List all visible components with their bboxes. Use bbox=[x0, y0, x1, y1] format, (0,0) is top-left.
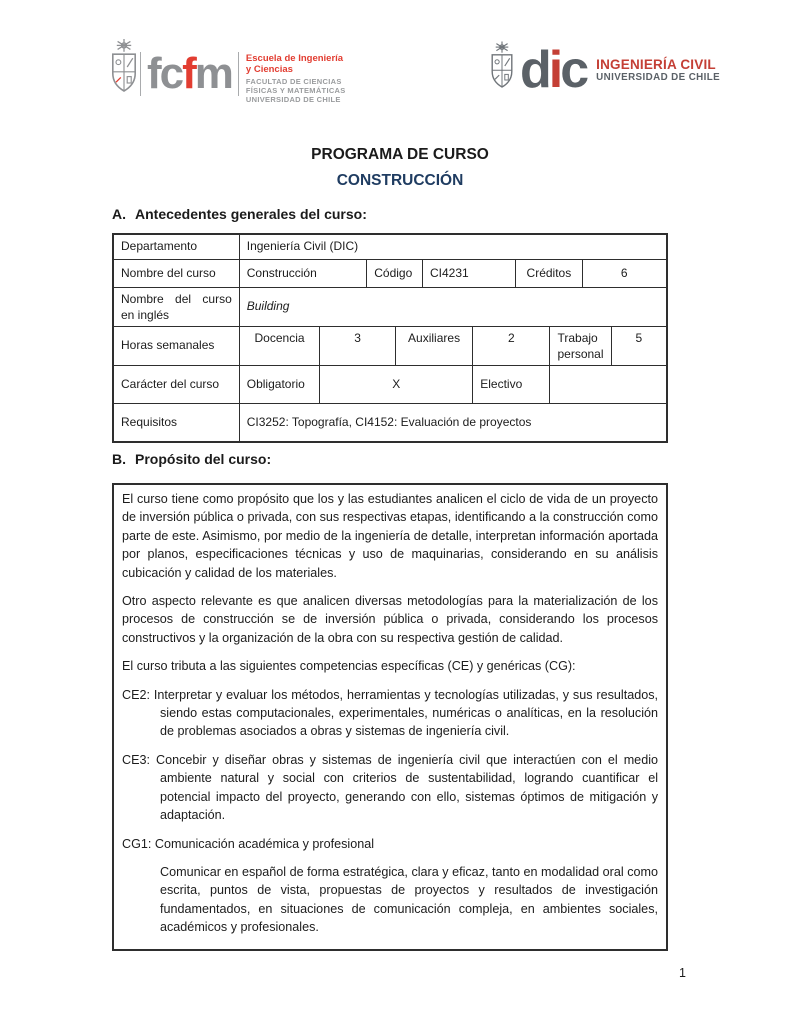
course-table-cell bbox=[239, 235, 666, 259]
course-table-cell bbox=[549, 365, 665, 403]
course-table-cell bbox=[239, 403, 666, 441]
course-table-cell-text: Docencia bbox=[254, 331, 305, 345]
course-table-cell-text: 2 bbox=[507, 331, 515, 345]
purpose-paragraph: Otro aspecto relevante es que analicen diversas metodologías para la materialización de los procesos de construcción se de inversión pública o privada, considerando los procesos constructivos y la organización de la obra con su respectiva gestión de calidad. bbox=[122, 594, 658, 645]
purpose-paragraph: El curso tiene como propósito que los y las estudiantes analicen el ciclo de vida de un proyecto de inversión pública o privada, con sus respectivas etapas, identificando a la construcción como parte de este. Asimismo, por medio de la ingeniería de detalle, interpretan información aportada por planos, especificaciones técnicas y uso de maquinarias, considerando en su análisis cubicación y calidad de los materiales. bbox=[122, 492, 658, 580]
course-table-cell bbox=[366, 259, 422, 287]
course-table-row bbox=[114, 235, 666, 259]
logo-divider bbox=[140, 52, 141, 96]
university-crest-icon bbox=[108, 38, 140, 96]
course-table-cell bbox=[239, 326, 320, 365]
fcfm-faculty-line: FÍSICAS Y MATEMÁTICAS bbox=[245, 86, 346, 95]
course-table-cell-text: Nombre del curso bbox=[121, 265, 216, 280]
course-table-row bbox=[114, 287, 666, 326]
course-table-cell bbox=[319, 326, 395, 365]
course-table-row bbox=[114, 326, 666, 365]
course-purpose-box bbox=[112, 483, 668, 951]
course-table-cell-text: Código bbox=[374, 265, 413, 280]
dic-title-line: INGENIERÍA CIVIL bbox=[596, 57, 716, 72]
course-table-cell-text: X bbox=[392, 376, 401, 391]
logo-letter: c bbox=[159, 49, 183, 98]
course-table-label-cell bbox=[114, 259, 239, 287]
course-table-cell-text: Nombre del curso en inglés bbox=[121, 292, 232, 322]
dic-logo bbox=[488, 40, 721, 99]
course-table-cell-text: Créditos bbox=[526, 265, 572, 280]
page-number: 1 bbox=[679, 966, 686, 980]
course-table-cell-text: Building bbox=[246, 299, 290, 314]
course-table-cell-text: 5 bbox=[635, 331, 643, 345]
course-table-cell-text: Departamento bbox=[121, 239, 198, 254]
course-table-cell bbox=[582, 259, 666, 287]
course-table-label-cell bbox=[114, 365, 239, 403]
course-table-label-cell bbox=[114, 403, 239, 441]
university-crest-icon bbox=[488, 40, 516, 92]
course-info-table bbox=[112, 233, 668, 443]
logo-letter: c bbox=[560, 41, 587, 99]
course-table-cell-text: CI4231 bbox=[430, 265, 469, 280]
purpose-paragraph: CE3: Concebir y diseñar obras y sistemas de ingeniería civil que interactúen con el medio ambiente natural y social con criterios de sustentabilidad, logrando cuantificar el potencial impacto del proyecto, generando con ello, sistemas óptimos de mitigación y adaptación. bbox=[122, 752, 658, 823]
course-table-cell-text: Electivo bbox=[480, 376, 523, 391]
fcfm-wordmark bbox=[147, 49, 232, 98]
fcfm-school-line: Escuela de Ingeniería bbox=[245, 53, 344, 64]
title-program: PROGRAMA DE CURSO bbox=[311, 146, 489, 163]
course-table-cell bbox=[611, 326, 666, 365]
section-a-heading bbox=[112, 206, 367, 222]
section-b-title: Propósito del curso: bbox=[135, 451, 272, 467]
course-table-cell bbox=[422, 259, 515, 287]
dic-subtitle-line: UNIVERSIDAD DE CHILE bbox=[596, 72, 721, 83]
fcfm-faculty-line: FACULTAD DE CIENCIAS bbox=[245, 77, 342, 86]
fcfm-school-line: y Ciencias bbox=[245, 64, 293, 75]
course-table-cell bbox=[319, 365, 472, 403]
course-table-label-cell bbox=[114, 235, 239, 259]
course-table-cell bbox=[395, 326, 472, 365]
dic-text-block bbox=[596, 58, 720, 83]
course-table-cell bbox=[515, 259, 581, 287]
document-title bbox=[0, 146, 800, 190]
section-a-label: A. bbox=[112, 206, 126, 222]
fcfm-logo bbox=[108, 38, 346, 104]
purpose-paragraph: CG1: Comunicación académica y profesional bbox=[122, 836, 374, 851]
section-b-heading bbox=[112, 451, 271, 467]
section-b-label: B. bbox=[112, 451, 126, 467]
course-table-cell-text: Horas semanales bbox=[121, 338, 215, 353]
course-table-cell-text: Construcción bbox=[246, 265, 317, 280]
dic-wordmark bbox=[520, 41, 587, 99]
logo-letter: i bbox=[548, 41, 561, 99]
course-table-row bbox=[114, 403, 666, 441]
course-table-cell-text: 6 bbox=[620, 265, 628, 280]
course-table-cell-text: Requisitos bbox=[121, 414, 178, 429]
logo-divider bbox=[238, 52, 239, 96]
course-table-cell-text: Ingeniería Civil (DIC) bbox=[246, 239, 359, 254]
purpose-paragraph: Comunicar en español de forma estratégica, clara y eficaz, tanto en modalidad oral como escrita, puntos de vista, propuestas de proyectos y resultados de investigación fundamentados, en situaciones de comunicación compleja, en ambientes sociales, académicos y profesionales. bbox=[160, 864, 658, 935]
course-table-cell-text: Trabajo personal bbox=[557, 331, 604, 361]
purpose-paragraph: CE2: Interpretar y evaluar los métodos, herramientas y tecnologías utilizadas, y sus resultados, siendo estas computacionales, experimentales, numéricas o analíticas, en la resolución de problemas asociados a obras y sistemas de ingeniería civil. bbox=[122, 687, 658, 739]
fcfm-faculty-line: UNIVERSIDAD DE CHILE bbox=[245, 95, 341, 104]
course-table-cell bbox=[472, 326, 549, 365]
course-table-cell bbox=[239, 287, 666, 326]
course-table-cell-text: 3 bbox=[354, 331, 361, 345]
course-table-cell-text: CI3252: Topografía, CI4152: Evaluación de proyectos bbox=[246, 414, 532, 429]
course-table-row bbox=[114, 365, 666, 403]
logo-letter: f bbox=[182, 49, 195, 98]
course-table-cell-text: Auxiliares bbox=[408, 331, 461, 345]
course-table-label-cell bbox=[114, 326, 239, 365]
course-table-cell bbox=[239, 259, 367, 287]
course-table-cell-text: Carácter del curso bbox=[121, 376, 220, 391]
logo-letter: d bbox=[520, 41, 549, 99]
course-table-label-cell bbox=[114, 287, 239, 326]
section-a-title: Antecedentes generales del curso: bbox=[135, 206, 367, 222]
course-table-cell bbox=[472, 365, 549, 403]
purpose-paragraph: El curso tributa a las siguientes competencias específicas (CE) y genéricas (CG): bbox=[122, 659, 576, 674]
logo-letter: f bbox=[147, 49, 160, 98]
course-table-cell bbox=[239, 365, 320, 403]
logo-letter: m bbox=[194, 49, 232, 98]
fcfm-text-block bbox=[246, 53, 346, 104]
course-table-cell-text: Obligatorio bbox=[246, 376, 305, 391]
course-table-cell bbox=[549, 326, 610, 365]
course-table-row bbox=[114, 259, 666, 287]
title-course-name: CONSTRUCCIÓN bbox=[336, 172, 464, 189]
